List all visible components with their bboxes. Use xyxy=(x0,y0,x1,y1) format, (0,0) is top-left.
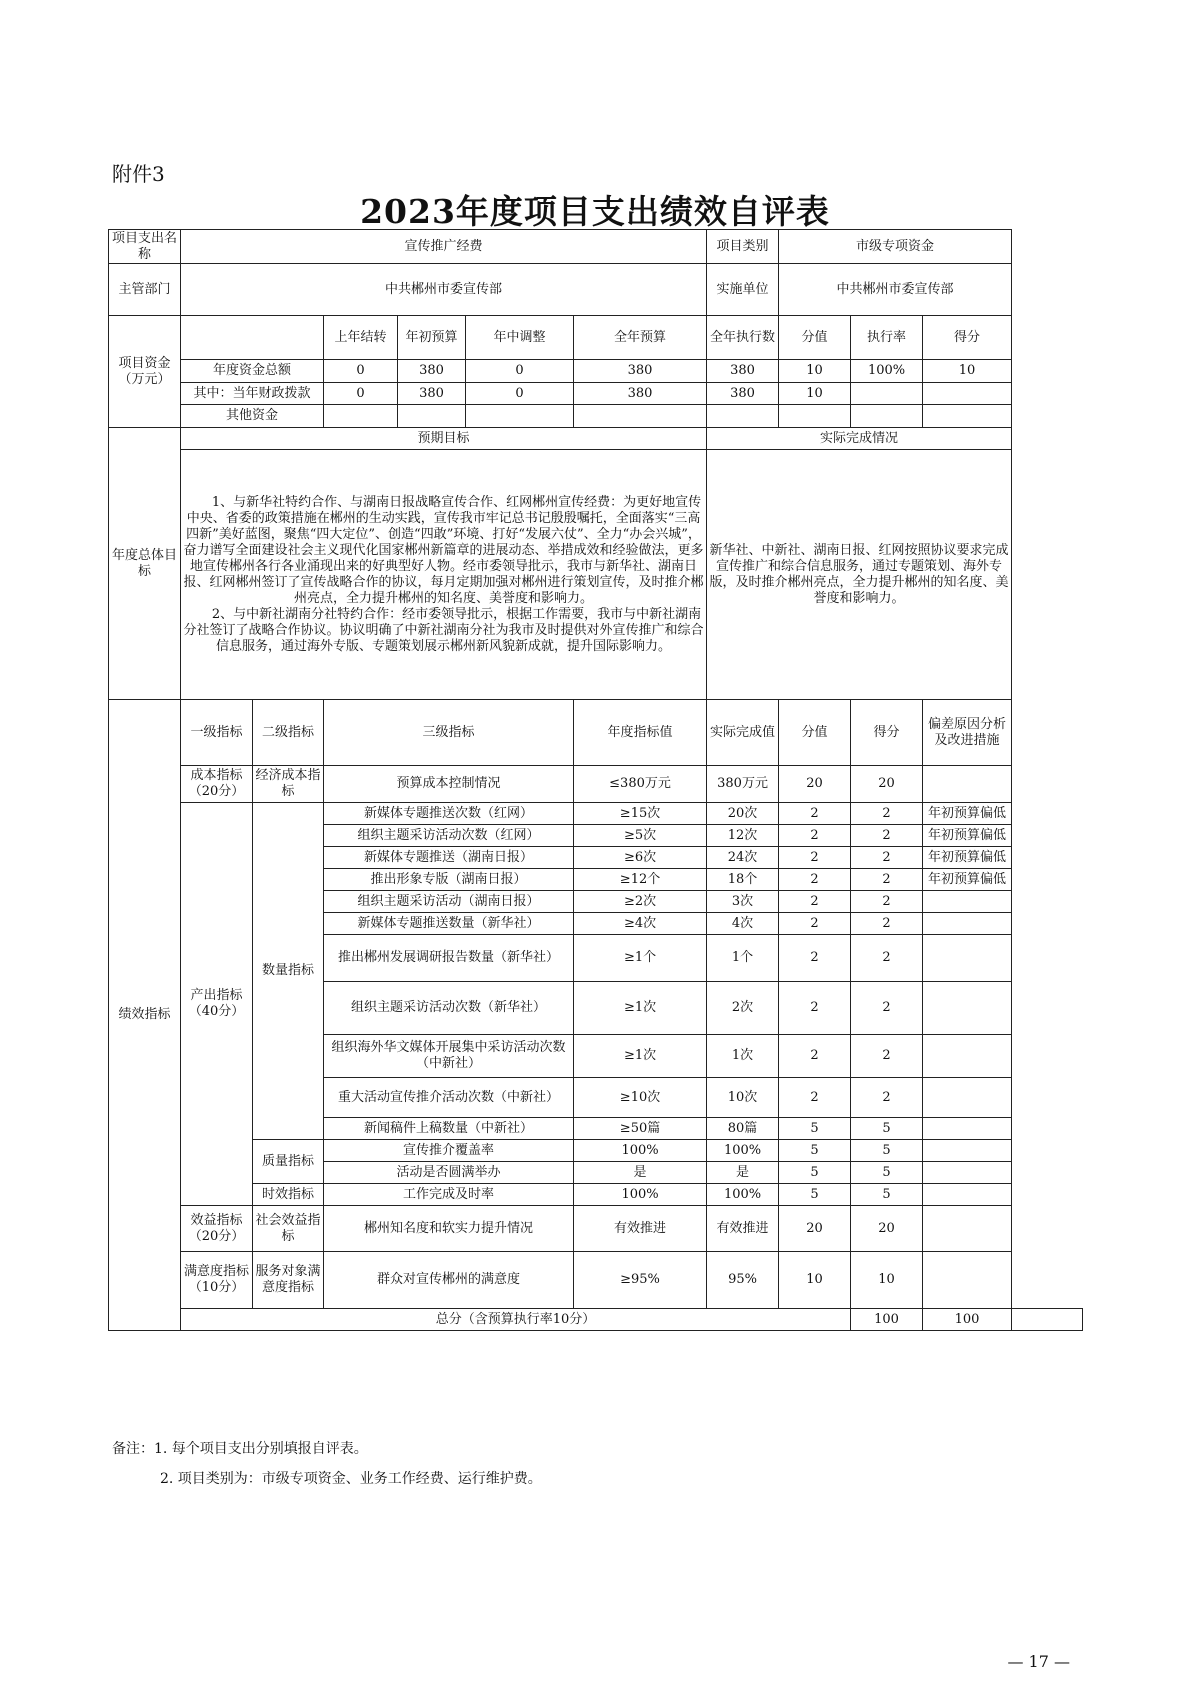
indicator-actual: 是 xyxy=(707,1162,779,1184)
indicator-actual: 12次 xyxy=(707,825,779,847)
funds-cell: 10 xyxy=(923,360,1012,383)
indicator-note xyxy=(923,1184,1012,1206)
funds-col-executed: 全年执行数 xyxy=(707,316,779,360)
indicator-value: 2 xyxy=(779,982,851,1035)
funds-cell: 0 xyxy=(466,383,574,405)
indicator-value: 2 xyxy=(779,825,851,847)
indicator-actual: 1个 xyxy=(707,935,779,982)
perf-col-score: 得分 xyxy=(851,700,923,766)
cost-level1: 成本指标（20分） xyxy=(181,766,253,803)
category-label: 项目类别 xyxy=(707,230,779,264)
indicator-name: 新媒体专题推送（湖南日报） xyxy=(324,847,574,869)
indicator-score: 5 xyxy=(851,1162,923,1184)
funds-cell: 380 xyxy=(574,383,707,405)
indicator-note: 年初预算偏低 xyxy=(923,803,1012,825)
perf-col-level2: 二级指标 xyxy=(253,700,324,766)
funds-col-carry: 上年结转 xyxy=(324,316,398,360)
output-level1: 产出指标（40分） xyxy=(181,803,253,1206)
cost-score: 20 xyxy=(851,766,923,803)
indicator-name: 组织海外华文媒体开展集中采访活动次数（中新社） xyxy=(324,1035,574,1078)
indicator-value: 2 xyxy=(779,847,851,869)
indicator-actual: 95% xyxy=(707,1252,779,1309)
total-value: 100 xyxy=(851,1309,923,1331)
funds-cell: 100% xyxy=(851,360,923,383)
category-value: 市级专项资金 xyxy=(779,230,1012,264)
cost-value: 20 xyxy=(779,766,851,803)
table-row xyxy=(109,1184,1083,1206)
indicator-name: 活动是否圆满举办 xyxy=(324,1162,574,1184)
project-name: 宣传推广经费 xyxy=(181,230,707,264)
performance-label: 绩效指标 xyxy=(109,700,181,1331)
expected-goal-2: 2、与中新社湖南分社特约合作：经市委领导批示，根据工作需要，我市与中新社湖南分社签订了战略合作协议。协议明确了中新社湖南分社为我市及时提供对外宣传推广和综合信息服务，通过海外专版、专题策划展示郴州新风貌新成就，提升国际影响力。 xyxy=(183,606,704,654)
timeliness-label: 时效指标 xyxy=(253,1184,324,1206)
perf-col-level3: 三级指标 xyxy=(324,700,574,766)
funds-row-name: 年度资金总额 xyxy=(181,360,324,383)
indicator-target: 100% xyxy=(574,1184,707,1206)
cost-level2: 经济成本指标 xyxy=(253,766,324,803)
quality-label: 质量指标 xyxy=(253,1140,324,1184)
indicator-value: 5 xyxy=(779,1162,851,1184)
indicator-target: 是 xyxy=(574,1162,707,1184)
funds-col-score: 得分 xyxy=(923,316,1012,360)
indicator-note: 年初预算偏低 xyxy=(923,825,1012,847)
indicator-value: 2 xyxy=(779,803,851,825)
funds-cell: 380 xyxy=(398,360,466,383)
indicator-score: 2 xyxy=(851,891,923,913)
indicator-actual: 3次 xyxy=(707,891,779,913)
indicator-target: ≥10次 xyxy=(574,1078,707,1118)
funds-row xyxy=(109,405,1083,428)
indicator-score: 10 xyxy=(851,1252,923,1309)
indicator-name: 工作完成及时率 xyxy=(324,1184,574,1206)
indicator-score: 2 xyxy=(851,913,923,935)
funds-label: 项目资金（万元） xyxy=(109,316,181,428)
indicator-note: 年初预算偏低 xyxy=(923,869,1012,891)
indicator-note xyxy=(923,982,1012,1035)
indicator-actual: 80篇 xyxy=(707,1118,779,1140)
indicator-value: 5 xyxy=(779,1118,851,1140)
benefit-level1: 效益指标（20分） xyxy=(181,1206,253,1252)
indicator-actual: 4次 xyxy=(707,913,779,935)
indicator-note xyxy=(923,1035,1012,1078)
expected-header: 预期目标 xyxy=(181,428,707,450)
goals-label: 年度总体目标 xyxy=(109,428,181,700)
perf-col-actual: 实际完成值 xyxy=(707,700,779,766)
notes xyxy=(112,1434,542,1494)
total-label: 总分（含预算执行率10分） xyxy=(181,1309,851,1331)
expected-goals xyxy=(181,450,707,700)
cost-actual: 380万元 xyxy=(707,766,779,803)
indicator-note: 年初预算偏低 xyxy=(923,847,1012,869)
indicator-score: 2 xyxy=(851,935,923,982)
indicator-target: ≥1个 xyxy=(574,935,707,982)
funds-cell: 380 xyxy=(707,360,779,383)
satisfaction-level1: 满意度指标（10分） xyxy=(181,1252,253,1309)
indicator-name: 推出形象专版（湖南日报） xyxy=(324,869,574,891)
satisfaction-level2: 服务对象满意度指标 xyxy=(253,1252,324,1309)
funds-cell: 10 xyxy=(779,383,851,405)
funds-cell: 0 xyxy=(324,383,398,405)
indicator-name: 重大活动宣传推介活动次数（中新社） xyxy=(324,1078,574,1118)
indicator-value: 2 xyxy=(779,869,851,891)
impl-value: 中共郴州市委宣传部 xyxy=(779,264,1012,316)
funds-col-rate: 执行率 xyxy=(851,316,923,360)
funds-col-adjust: 年中调整 xyxy=(466,316,574,360)
project-name-label: 项目支出名称 xyxy=(109,230,181,264)
table-row xyxy=(109,1206,1083,1252)
indicator-score: 2 xyxy=(851,1078,923,1118)
indicator-note xyxy=(923,935,1012,982)
indicator-value: 2 xyxy=(779,935,851,982)
funds-cell: 380 xyxy=(707,383,779,405)
indicator-value: 20 xyxy=(779,1206,851,1252)
funds-row-name: 其中：当年财政拨款 xyxy=(181,383,324,405)
indicator-name: 组织主题采访活动次数（红网） xyxy=(324,825,574,847)
indicator-score: 5 xyxy=(851,1184,923,1206)
cost-note xyxy=(923,766,1012,803)
funds-cell xyxy=(851,383,923,405)
funds-row-name: 其他资金 xyxy=(181,405,324,428)
funds-col-initial: 年初预算 xyxy=(398,316,466,360)
indicator-name: 新媒体专题推送数量（新华社） xyxy=(324,913,574,935)
indicator-value: 2 xyxy=(779,913,851,935)
indicator-target: ≥95% xyxy=(574,1252,707,1309)
indicator-score: 2 xyxy=(851,1035,923,1078)
indicator-note xyxy=(923,1078,1012,1118)
funds-cell xyxy=(923,383,1012,405)
indicator-name: 推出郴州发展调研报告数量（新华社） xyxy=(324,935,574,982)
indicator-value: 2 xyxy=(779,1078,851,1118)
indicator-target: ≥1次 xyxy=(574,982,707,1035)
indicator-note xyxy=(923,1140,1012,1162)
indicator-actual: 10次 xyxy=(707,1078,779,1118)
indicator-target: ≥12个 xyxy=(574,869,707,891)
indicator-value: 10 xyxy=(779,1252,851,1309)
indicator-note xyxy=(923,1162,1012,1184)
page-number: — 17 — xyxy=(1007,1652,1070,1671)
perf-col-value: 分值 xyxy=(779,700,851,766)
indicator-note xyxy=(923,913,1012,935)
indicator-actual: 24次 xyxy=(707,847,779,869)
indicator-score: 2 xyxy=(851,803,923,825)
indicator-target: ≥5次 xyxy=(574,825,707,847)
indicator-actual: 18个 xyxy=(707,869,779,891)
total-score: 100 xyxy=(923,1309,1012,1331)
indicator-target: ≥1次 xyxy=(574,1035,707,1078)
perf-col-level1: 一级指标 xyxy=(181,700,253,766)
indicator-note xyxy=(923,1252,1012,1309)
indicator-name: 组织主题采访活动（湖南日报） xyxy=(324,891,574,913)
indicator-score: 2 xyxy=(851,982,923,1035)
indicator-name: 群众对宣传郴州的满意度 xyxy=(324,1252,574,1309)
indicator-actual: 1次 xyxy=(707,1035,779,1078)
actual-completion xyxy=(707,450,1012,700)
indicator-score: 2 xyxy=(851,869,923,891)
indicator-target: 100% xyxy=(574,1140,707,1162)
indicator-actual: 2次 xyxy=(707,982,779,1035)
indicator-score: 20 xyxy=(851,1206,923,1252)
attachment-label: 附件3 xyxy=(112,162,165,186)
impl-label: 实施单位 xyxy=(707,264,779,316)
self-evaluation-table xyxy=(108,229,1083,1331)
indicator-actual: 100% xyxy=(707,1140,779,1162)
table-row xyxy=(109,803,1083,825)
indicator-name: 新媒体专题推送次数（红网） xyxy=(324,803,574,825)
perf-col-note: 偏差原因分析及改进措施 xyxy=(923,700,1012,766)
perf-col-target: 年度指标值 xyxy=(574,700,707,766)
indicator-value: 2 xyxy=(779,891,851,913)
indicator-name: 新闻稿件上稿数量（中新社） xyxy=(324,1118,574,1140)
indicator-actual: 有效推进 xyxy=(707,1206,779,1252)
indicator-actual: 20次 xyxy=(707,803,779,825)
indicator-target: ≥4次 xyxy=(574,913,707,935)
table-row xyxy=(109,766,1083,803)
indicator-value: 2 xyxy=(779,1035,851,1078)
page-title: 2023年度项目支出绩效自评表 xyxy=(360,192,830,231)
table-row xyxy=(109,1140,1083,1162)
indicator-target: ≥15次 xyxy=(574,803,707,825)
expected-goal-1: 1、与新华社特约合作、与湖南日报战略宣传合作、红网郴州宣传经费：为更好地宣传中央、省委的政策措施在郴州的生动实践，宣传我市牢记总书记殷殷嘱托，全面落实“三高四新”美好蓝图，聚焦“四大定位”、创造“四敢”环境、打好“发展六仗”、全力“办会兴城”，奋力谱写全面建设社会主义现代化国家郴州新篇章的进展动态、举措成效和经验做法，更多地宣传郴州各行各业涌现出来的好典型好人物。经市委领导批示，我市与新华社、湖南日报、红网郴州签订了宣传战略合作的协议，每月定期加强对郴州进行策划宣传，及时推介郴州亮点，全力提升郴州的知名度、美誉度和影响力。 xyxy=(183,494,704,606)
cost-level3: 预算成本控制情况 xyxy=(324,766,574,803)
benefit-level2: 社会效益指标 xyxy=(253,1206,324,1252)
actual-completion-text: 新华社、中新社、湖南日报、红网按照协议要求完成宣传推广和综合信息服务，通过专题策划、海外专版，及时推介郴州亮点，全力提升郴州的知名度、美誉度和影响力。 xyxy=(709,542,1009,606)
table-row xyxy=(109,1252,1083,1309)
indicator-target: 有效推进 xyxy=(574,1206,707,1252)
funds-row xyxy=(109,360,1083,383)
actual-header: 实际完成情况 xyxy=(707,428,1012,450)
indicator-score: 2 xyxy=(851,847,923,869)
funds-cell: 380 xyxy=(574,360,707,383)
cost-target: ≤380万元 xyxy=(574,766,707,803)
funds-row xyxy=(109,383,1083,405)
indicator-target: ≥6次 xyxy=(574,847,707,869)
indicator-name: 组织主题采访活动次数（新华社） xyxy=(324,982,574,1035)
funds-col-score-value: 分值 xyxy=(779,316,851,360)
total-row xyxy=(109,1309,1083,1331)
indicator-note xyxy=(923,1206,1012,1252)
note-line-1: 备注：1. 每个项目支出分别填报自评表。 xyxy=(112,1441,368,1457)
indicator-target: ≥2次 xyxy=(574,891,707,913)
indicator-value: 5 xyxy=(779,1140,851,1162)
indicator-target: ≥50篇 xyxy=(574,1118,707,1140)
indicator-name: 宣传推介覆盖率 xyxy=(324,1140,574,1162)
funds-cell: 10 xyxy=(779,360,851,383)
note-line-2: 2. 项目类别为：市级专项资金、业务工作经费、运行维护费。 xyxy=(160,1471,542,1487)
indicator-value: 5 xyxy=(779,1184,851,1206)
quantity-label: 数量指标 xyxy=(253,803,324,1140)
indicator-score: 5 xyxy=(851,1118,923,1140)
funds-cell: 380 xyxy=(398,383,466,405)
indicator-name: 郴州知名度和软实力提升情况 xyxy=(324,1206,574,1252)
dept-label: 主管部门 xyxy=(109,264,181,316)
funds-col-annual: 全年预算 xyxy=(574,316,707,360)
indicator-score: 5 xyxy=(851,1140,923,1162)
funds-cell: 0 xyxy=(324,360,398,383)
indicator-score: 2 xyxy=(851,825,923,847)
indicator-note xyxy=(923,1118,1012,1140)
indicator-note xyxy=(923,891,1012,913)
funds-cell: 0 xyxy=(466,360,574,383)
dept-value: 中共郴州市委宣传部 xyxy=(181,264,707,316)
indicator-actual: 100% xyxy=(707,1184,779,1206)
